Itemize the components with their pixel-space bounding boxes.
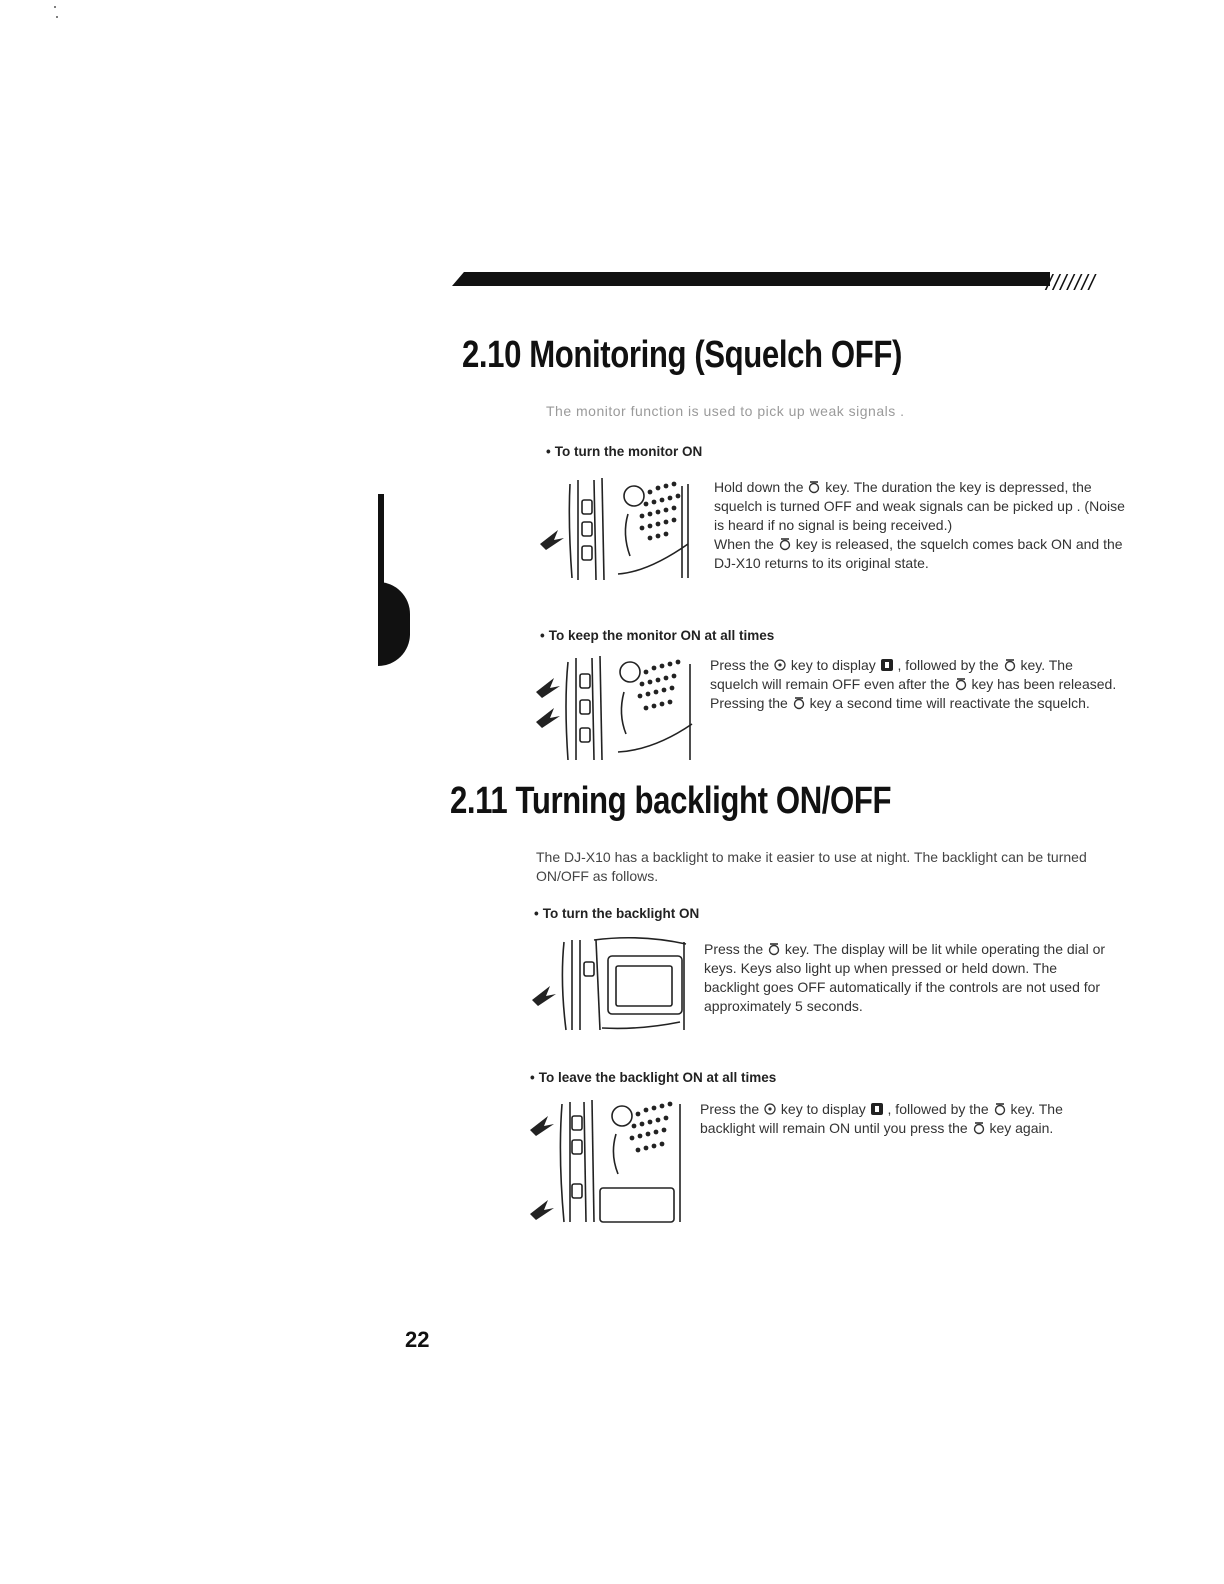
- scan-speck: [56, 16, 58, 18]
- monitor-always-on-text: [710, 656, 1120, 713]
- function-key-icon: [773, 658, 787, 672]
- text-run: key. The duration the key is depressed, the squelch is turned OFF and weak signals can be picked up . (Noise is heard if no signal is being received.): [714, 479, 1125, 533]
- monitor-lamp-key-icon: [972, 1121, 986, 1135]
- radio-illustration-backlight-always-on: [526, 1096, 691, 1224]
- f-display-icon: [880, 658, 894, 672]
- section-title-2-11: 2.11 Turning backlight ON/OFF: [450, 780, 892, 822]
- subheading-text: To turn the monitor ON: [554, 444, 703, 459]
- text-run: key to display: [780, 1101, 866, 1117]
- monitor-lamp-key-icon: [993, 1102, 1007, 1116]
- text-run: Press the: [710, 657, 770, 673]
- monitor-lamp-key-icon: [767, 942, 781, 956]
- backlight-always-on-paragraph: [700, 1100, 1112, 1138]
- monitor-lamp-key-icon: [778, 537, 792, 551]
- text-run: key. The backlight will remain ON until you press the: [700, 1101, 1063, 1136]
- section-header-bar: [452, 272, 1050, 286]
- text-run: Hold down the: [714, 479, 804, 495]
- subheading-monitor-always-on: [540, 628, 774, 643]
- text-run: Press the: [704, 941, 764, 957]
- edge-marker-line: [378, 494, 384, 584]
- text-run: , followed by the: [897, 657, 999, 673]
- subheading-backlight-always-on: [530, 1070, 776, 1085]
- subheading-text: To keep the monitor ON at all times: [548, 628, 775, 643]
- function-key-icon: [763, 1102, 777, 1116]
- backlight-on-paragraph: [704, 940, 1116, 1016]
- header-hatch: ///////: [1046, 270, 1096, 295]
- page-number: 22: [405, 1327, 430, 1352]
- scan-speck: [54, 6, 56, 8]
- text-run: key to display: [790, 657, 876, 673]
- section-title-2-10: 2.10 Monitoring (Squelch OFF): [462, 334, 902, 376]
- text-run: key is released, the squelch comes back ON and the DJ-X10 returns to its original state.: [714, 536, 1123, 571]
- monitor-lamp-key-icon: [1003, 658, 1017, 672]
- monitor-always-on-paragraph: [710, 656, 1120, 713]
- subheading-backlight-on: [534, 906, 699, 921]
- subheading-text: To turn the backlight ON: [542, 906, 700, 921]
- radio-illustration-backlight-on: [530, 936, 695, 1032]
- section-intro-2-10: The monitor function is used to pick up weak signals .: [546, 403, 905, 419]
- backlight-on-text: [704, 940, 1116, 1016]
- text-run: When the: [714, 536, 774, 552]
- monitor-on-text: [714, 478, 1126, 573]
- bullet-dot: •: [546, 444, 551, 459]
- monitor-lamp-key-icon: [807, 480, 821, 494]
- subheading-monitor-on: [546, 444, 702, 459]
- monitor-lamp-key-icon: [954, 677, 968, 691]
- bullet-dot: •: [534, 906, 539, 921]
- text-run: key. The display will be lit while operating the dial or keys. Keys also light up when pressed or held down. The backlight goes OFF automatically if the controls are not used for approximately 5 seconds.: [704, 941, 1106, 1014]
- bullet-dot: •: [540, 628, 545, 643]
- subheading-text: To leave the backlight ON at all times: [538, 1070, 777, 1085]
- text-run: key a second time will reactivate the squelch.: [809, 695, 1090, 711]
- section-intro-2-11: The DJ-X10 has a backlight to make it easier to use at night. The backlight can be turned ON/OFF as follows.: [536, 849, 1087, 884]
- monitor-on-paragraph-1: [714, 478, 1126, 535]
- text-run: key again.: [989, 1120, 1054, 1136]
- monitor-on-paragraph-2: [714, 535, 1126, 573]
- bullet-dot: •: [530, 1070, 535, 1085]
- monitor-lamp-key-icon: [792, 696, 806, 710]
- text-run: key has been released. Pressing the: [710, 676, 1117, 711]
- text-run: key. The squelch will remain OFF even after the: [710, 657, 1073, 692]
- f-display-icon: [870, 1102, 884, 1116]
- edge-thumb-tab: [378, 582, 410, 666]
- radio-illustration-monitor-always-on: [534, 652, 704, 764]
- text-run: Press the: [700, 1101, 760, 1117]
- radio-illustration-monitor-on: [538, 474, 708, 584]
- text-run: , followed by the: [887, 1101, 989, 1117]
- backlight-always-on-text: [700, 1100, 1112, 1138]
